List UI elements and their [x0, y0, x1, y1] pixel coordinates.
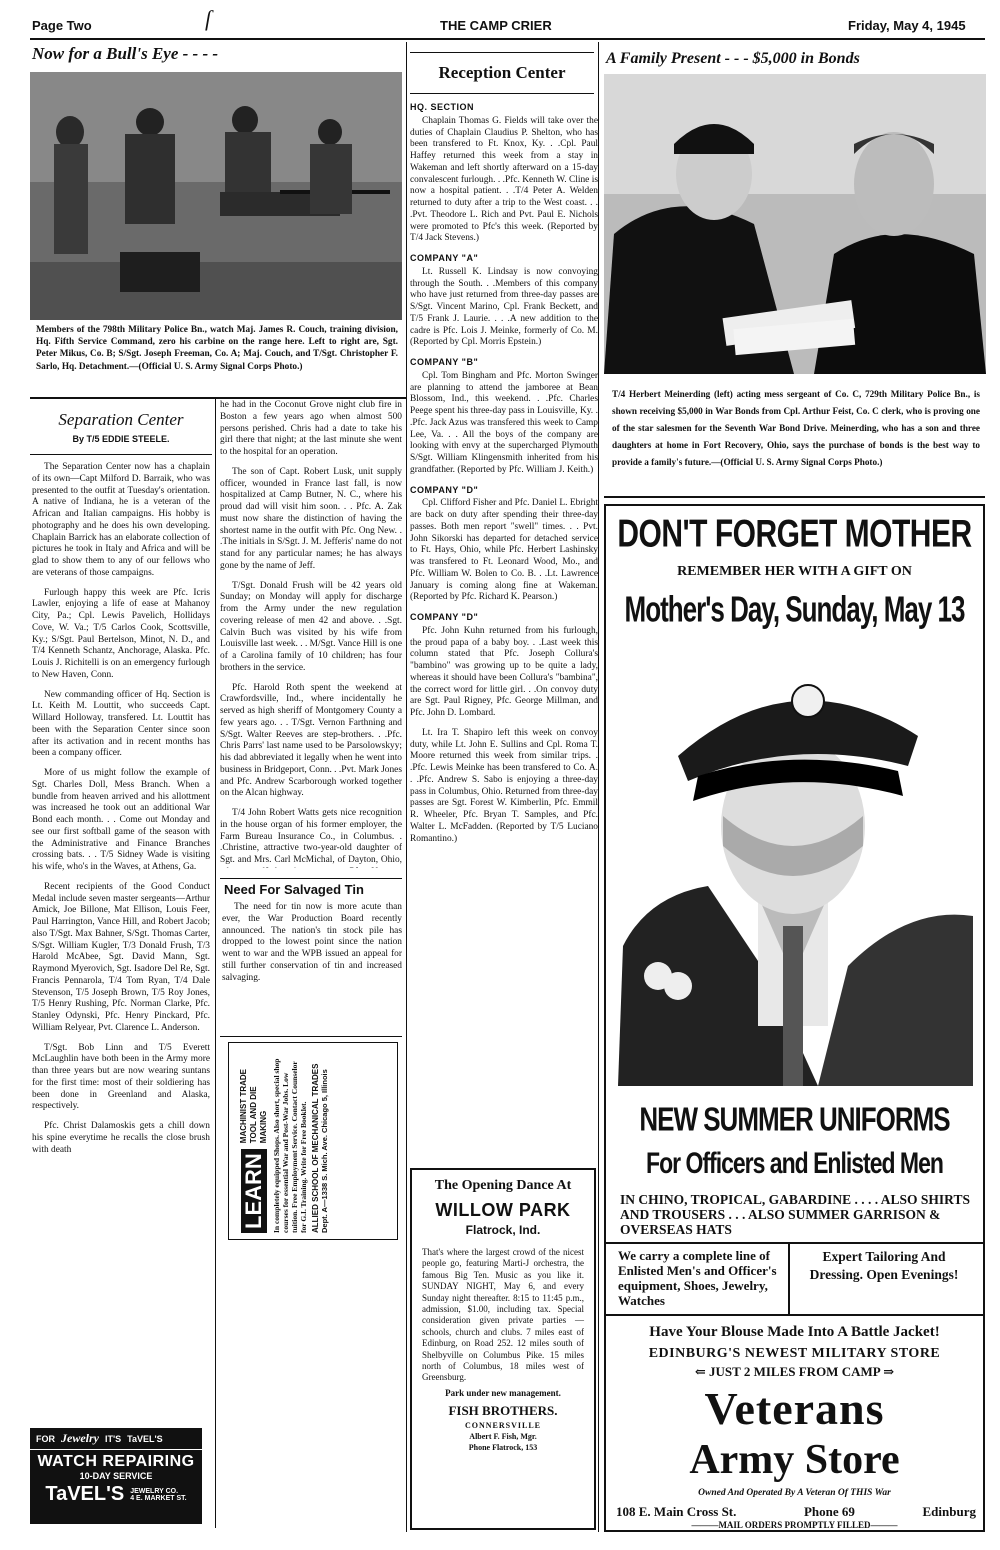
officer-illustration — [618, 646, 973, 1086]
learn-subject: MACHINIST TRADE TOOL AND DIE MAKING — [239, 1069, 268, 1144]
dance-place: Flatrock, Ind. — [465, 1223, 541, 1237]
arrow-left-icon: ⇐ — [694, 1364, 710, 1379]
mother-line-3: Mother's Day, Sunday, May 13 — [624, 587, 965, 630]
column-rule — [406, 42, 407, 1532]
learn-title — [239, 1053, 269, 1233]
reception-paragraph: Pfc. John Kuhn returned from his furlough, the proud papa of a baby boy. . .Last week this column stated that Pfc. Joseph Collura's "bambino" was growing up to be quite a lady, whereas it should have been Collura's "bambina", the correct word for little girl. . .On convoy duty are Sgt. Paul Rigney, Pfc. George Millman, and Pfc. John D. Lombard. — [410, 625, 598, 718]
tavels-address — [130, 1488, 186, 1502]
tavels-company: JEWELRY CO. — [130, 1487, 179, 1495]
reception-paragraph: Cpl. Tom Bingham and Pfc. Morton Swinger are planning to attend the jamboree at Bean Blossom, Ind., this weekend. . .Pfc. Charles Peege spent his three-day pass in Louisville, Ky. . .Pfc. Jack Azus was transfered this week to Camp Lee, Va. . . All the boys of the company are looking with envy at the supercharged Plymouth S/Sgt. William Klingensmith inherited from his grandfather. (Reported by Pfc. William J. Keith.) — [410, 370, 598, 475]
range-photo — [30, 72, 402, 320]
separation-paragraph: Pfc. Harold Roth spent the weekend at Crawfordsville, Ind., where incidentally he served as high sheriff of Montgomery County a few years ago. . . T/Sgt. Vernon Farthning and S/Sgt. Walter Reeves are step-brothers. . .Pfc. Chris Parrs' last name used to be Parsolowskyy; his dad abbreviated it legally when he went into business in Bridgeport, Conn. . .Pvt. Mark Jones and Pfc. Andrew Scarborough worked together on the Alcan highway. — [220, 682, 402, 799]
store-city: Edinburg — [922, 1504, 976, 1519]
mother-line-1: DON'T FORGET MOTHER — [617, 512, 972, 556]
tin-title: Need For Salvaged Tin — [224, 882, 364, 897]
tavels-ad — [30, 1428, 202, 1524]
tin-paragraph: The need for tin now is more acute than ever, the War Production Board recently announced. The nation's tin stock pile has dropped to the lowest point since the nation went to war and the WPB issued an appeal for still further conservation of tin and increased salvaging. — [222, 902, 402, 983]
officers-line: For Officers and Enlisted Men — [646, 1145, 943, 1180]
miles-line — [606, 1364, 983, 1380]
reception-paragraph: Lt. Russell K. Lindsay is now convoying through the South. . .Members of this company who have just returned from three-day passes are S/Sgt. Vincent Marino, Cpl. Frank Beckett, and T/5 Frank J. Laurie. . . .A new addition to the cadre is Pfc. Lois J. Meinke, formerly of Co. M. (Reported by Cpl. Morris Epstein.) — [410, 266, 598, 348]
store-name-2: Army Store — [689, 1437, 900, 1483]
section-rule — [604, 496, 985, 498]
dance-venue: WILLOW PARK — [435, 1200, 571, 1220]
separation-byline: By T/5 EDDIE STEELE. — [72, 434, 170, 444]
ink-mark: ſ — [205, 6, 212, 31]
reception-section-head: COMPANY "D" — [410, 484, 479, 495]
tavels-its: IT'S — [105, 1433, 122, 1444]
reception-title-box — [410, 52, 594, 94]
ad-rule — [606, 1242, 983, 1244]
reception-title: Reception Center — [438, 63, 566, 82]
willow-park-ad — [410, 1168, 596, 1530]
separation-paragraph: T/Sgt. Donald Frush will be 42 years old Sunday; on Monday will apply for discharge from the Army under the new regulation covering release of men 42 and above. . .Sgt. Calvin Buch was visited by his wife from Louisville last week. . . M/Sgt. Vance Hill is one of a Carolina family of 10 children; has four brothers in the service. — [220, 580, 402, 673]
section-rule — [220, 878, 402, 879]
reception-section-head: COMPANY "B" — [410, 357, 479, 367]
newest-store-line: EDINBURG'S NEWEST MILITARY STORE — [648, 1346, 941, 1361]
separation-paragraph: he had in the Coconut Grove night club fire in Boston a few years ago when almost 500 persons perished. Chris had a date to take his girl there that night; at the last minute she went to the hospital for an operation. — [220, 400, 402, 457]
dance-owner: FISH BROTHERS. — [448, 1402, 558, 1418]
bond-photo-figures — [604, 74, 986, 374]
section-rule — [220, 1036, 402, 1037]
tailoring-line: Expert Tailoring And Dressing. Open Evenings! — [809, 1249, 959, 1282]
bond-photo — [604, 74, 986, 374]
complete-line: We carry a complete line of Enlisted Men's and Officer's equipment, Shoes, Jewelry, Watches — [618, 1248, 777, 1308]
tavels-street: 4 E. MARKET ST. — [130, 1494, 187, 1502]
separation-paragraph: More of us might follow the example of Sgt. Charles Doll, Mess Branch. When a bundle from heaven arrived and his allottment was increased he took out an additional War Bond each month. . . Come out Monday and see our first softball game of the season with the Administrative and Finance Branches crossing bats. . . T/5 Sidney Wade is visiting his wife, who's in the Waves, at Athens, Ga. — [32, 768, 210, 872]
learn-ad-inner — [239, 1053, 399, 1233]
learn-address: Dept. A—1338 S. Mich. Ave. Chicago 5, Illinois — [320, 1069, 329, 1233]
separation-paragraph: New commanding officer of Hq. Section is Lt. Keith M. Louttit, who succeeds Capt. Willard Holloway, transfered. Lt. Louttit has been with the Separation Center since soon after its activation and in recent months has been a company officer. — [32, 689, 210, 759]
range-photo-caption: Members of the 798th Military Police Bn., watch Maj. James R. Couch, training division, Hq. Fifth Service Command, zero his carbine on the range here. Left to right are, Sgt. Peter Mikus, Co. B; S/Sgt. Joseph Freeman, Co. A; Maj. Couch, and T/Sgt. Christopher F. Sarlo, Hq. Detachment.—(Official U. S. Army Signal Corps Photo.) — [36, 325, 398, 372]
reception-column — [410, 96, 598, 1148]
separation-title: Separation Center — [58, 410, 184, 429]
reception-paragraph: Chaplain Thomas G. Fields will take over the duties of Chaplain Claudius P. Shelton, who has been transfered to Ft. Knox, Ky. . .Cpl. Paul Haffey returned this week from a stay in Wakeman and left shortly afterward on a 15-day convalescent furlough. . .Pfc. Kenneth W. Cline is now a hospital patient. . .T/4 Peter A. Welden returned to duty after a trip to the West coast. . . .Pvt. Theodore L. Rich and Pvt. Paul E. Nichols were promoted to Pfc's this week. (Reported by T/4 Jack Stevens.) — [410, 115, 598, 244]
page-number: Page Two — [32, 18, 92, 33]
arrow-right-icon: ⇒ — [879, 1364, 895, 1379]
separation-paragraph: The son of Capt. Robert Lusk, unit supply officer, wounded in France last fall, is now hospitalized at Camp Butner, N. C., where his proud dad will visit him soon. . . Pfc. A. Zak must now share the distinction of having the shortest name in the outfit with Pfc. Ong New. . .The initials in S/Sgt. J. M. Jefferis' name do not stand for any particular names; he has always gone by the name of Jeff. — [220, 466, 402, 571]
dance-management: Park under new management. — [445, 1387, 561, 1398]
tavels-jewelry: Jewelry — [61, 1431, 99, 1445]
blouse-line: Have Your Blouse Made Into A Battle Jacket! — [649, 1324, 940, 1340]
separation-paragraph: Recent recipients of the Good Conduct Medal include seven master sergeants—Arthur Amick, Joe Billone, Mat Ellison, Louis Feer, Paul Harrington, Vance Hill, and Robert Jacob; also T/Sgt. Max Bahner, S/Sgt. Thomas Carter, S/Sgt. William Kugler, T/3 Donald Frush, T/3 Harold McAbee, Sgt. David Mann, Sgt. Raymond Myerovich, Sgt. Isadore Del Re, Sgt. Francis Pennarola, T/4 Tom Ryan, T/4 Dale Stevenson, T/5 Joseph Brown, T/5 Roy Jones, T/5 Henry Rushing, Pfc. Norman Clarke, Pfc. Stanley Odynski, Pfc. Henry Pinckard, Pfc. William Relyear, Pvt. Clarence L. Anderson. — [32, 881, 210, 1033]
section-rule — [30, 397, 406, 399]
dance-phone: Phone Flatrock, 153 — [468, 1442, 538, 1452]
mail-rule-left: ——— — [691, 1520, 719, 1530]
miles-text: JUST 2 MILES FROM CAMP — [709, 1364, 880, 1379]
learn-ad — [228, 1042, 398, 1240]
reception-paragraph: Lt. Ira T. Shapiro left this week on convoy duty, while Lt. John E. Sullins and Cpl. Roma T. Moore returned this week from similar trips. . .Pfc. Lewis Meinke has been transfered to Co. A. . .Pfc. Andrew S. Sabo is enjoying a three-day pass in Columbus, Ohio. Returned from three-day passes are Sgt. Forest W. Kimberlin, Pfc. Emmil R. Wheeler, Pfc. Bryan T. Samples, and Pfc. Walter L. McFadden. (Reported by T/5 Luciano Romantino.) — [410, 727, 598, 844]
family-headline: A Family Present - - - $5,000 in Bonds — [606, 50, 860, 67]
column-rule — [215, 398, 216, 1528]
reception-section-head: COMPANY "A" — [410, 253, 479, 263]
tavels-repair: WATCH REPAIRING — [37, 1453, 195, 1470]
dance-town: CONNERSVILLE — [464, 1420, 541, 1430]
tavels-service: 10-DAY SERVICE — [79, 1471, 153, 1481]
uniforms-headline: NEW SUMMER UNIFORMS — [639, 1099, 950, 1139]
header-rule — [30, 38, 985, 40]
column-rule — [598, 42, 599, 1532]
address-row — [616, 1504, 976, 1520]
mother-line-2: REMEMBER HER WITH A GIFT ON — [677, 564, 912, 579]
separation-column-2 — [220, 400, 402, 868]
learn-school: ALLIED SCHOOL OF MECHANICAL TRADES — [311, 1063, 320, 1233]
separation-column-1 — [32, 462, 210, 1514]
range-photo-figures — [30, 72, 402, 320]
mail-rule-right: ——— — [870, 1520, 898, 1530]
reception-section-head: COMPANY "D" — [410, 612, 479, 622]
bulls-eye-headline: Now for a Bull's Eye - - - - — [32, 44, 219, 63]
issue-date: Friday, May 4, 1945 — [848, 18, 966, 33]
separation-paragraph: T/4 John Robert Watts gets nice recognition in the house organ of his former employer, the Farm Bureau Insurance Co., in Columbus. . .Christine, attractive two-year-old daughter of Sgt. and Mrs. Carl McMichal, of Dayton, Ohio, — [220, 808, 402, 865]
tin-text — [222, 902, 402, 992]
veterans-store-ad — [604, 504, 985, 1532]
owned-line: Owned And Operated By A Veteran Of THIS War — [698, 1488, 891, 1498]
reception-section-head: HQ. SECTION — [410, 102, 475, 112]
fabrics-line: IN CHINO, TROPICAL, GABARDINE . . . . ALSO SHIRTS AND TROUSERS . . . ALSO SUMMER GARRISON & OVERSEAS HATS — [620, 1192, 970, 1237]
store-phone: Phone 69 — [803, 1504, 855, 1519]
separation-paragraph: T/Sgt. Bob Linn and T/5 Everett McLaughlin have both been in the Army more than three years but are now wearing suntans for the first time: most of their soldiering has been done in Greenland and Alaska, respectively. — [32, 1042, 210, 1112]
tavels-name: TaVEL'S — [45, 1483, 125, 1505]
ad-rule — [788, 1244, 790, 1314]
store-name-1: Veterans — [704, 1383, 885, 1434]
separation-paragraph: The Separation Center now has a chaplain of its own—Capt Milford D. Barraik, who was presented to the outfit at Tuesday's orientation. A native of Indiana, he is a veteran of the African and Italian campaigns. His hobby is photography and he does his own developing. Chaplain Barrick has an elaborate collection of pictures he took in Italy and Africa and will be glad to show them to any of our fellows who are veterans of those campaigns. — [32, 462, 210, 578]
tavels-for: FOR — [36, 1433, 55, 1444]
dance-text: That's where the largest crowd of the nicest people go, featuring Marti-J orchestra, the famous Big Ten. Music as you like it. SUNDAY NIGHT, May 6, and every Sunday night thereafter. 8:15 to 11:45 p.m., admission, $1.00, including tax. Special consideration given private parties — schools, church and clubs. 7 miles east of Edinburg, on Road 252. 12 miles south of Shelbyville on Columbus Pike. 15 miles north of Columbus, 18 miles west of Greensburg. — [422, 1247, 584, 1383]
dance-manager: Albert F. Fish, Mgr. — [469, 1431, 537, 1441]
learn-word: LEARN — [241, 1149, 267, 1233]
mail-orders-text: MAIL ORDERS PROMPTLY FILLED — [718, 1520, 871, 1530]
mail-orders-line — [606, 1520, 983, 1530]
tavels-name-small: TaVEL'S — [127, 1433, 163, 1444]
bond-photo-caption: T/4 Herbert Meinerding (left) acting mess sergeant of Co. C, 729th Military Police Bn., is shown receiving $5,000 in War Bonds from Cpl. Arthur Feist, Co. C clerk, who is proving one of the star salesmen for the Seventh War Bond Drive. Meinerding, who has a son and three daughters at home in Fort Recovery, Ohio, says the purchase of bonds is the best way to provide a family's future.—(Official U. S. Army Signal Corps Photo.) — [612, 389, 980, 467]
learn-text: In completely equipped Shops. Also short, special shop courses for essential War and Post-War Jobs. Low tuition. Free Employment Service. Contact Counselor for G.I. Training. Write for Free Booklet. — [272, 1058, 308, 1233]
separation-paragraph: Pfc. Christ Dalamoskis gets a chill down his spine everytime he recalls the close brush with death — [32, 1121, 210, 1155]
ad-rule — [606, 1314, 983, 1316]
tavels-top-line — [30, 1428, 202, 1450]
separation-title-box — [30, 404, 212, 455]
dance-title: The Opening Dance At — [434, 1178, 572, 1193]
separation-paragraph: Furlough happy this week are Pfc. Icris Lawler, enjoying a life of ease at Mahanoy City, Pa.; Cpl. Lewis Pavelich, Hollidays Cove, W. Va.; T/5 Carlos Cook, Scottsville, Ky.; S/Sgt. Paul Bertelson, Minot, N. D., and T/4 Kenneth Schantz, Anchorage, Alaska. Pfc. Louis J. Richitelli is on an emergency furlough to New Haven, Conn. — [32, 587, 210, 680]
masthead: THE CAMP CRIER — [440, 18, 552, 33]
tavels-bottom — [30, 1483, 202, 1506]
store-address: 108 E. Main Cross St. — [616, 1504, 737, 1519]
reception-paragraph: Cpl. Clifford Fisher and Pfc. Daniel L. Ebright are back on duty after spending their three-day passes. Both men report "swell" times. . . Pvt. John Sikorski has departed for detached service to Ft. Hays, Ohio, while Pfc. Herbert Lashinsky was transfered to Ft. Leonard Wood, Mo., and Pfc. William W. Bolen to Co. B. . .Lt. Lawrence January is coming along fine at Wakeman. (Reported by Pfc. Richard K. Pearson.) — [410, 498, 598, 603]
